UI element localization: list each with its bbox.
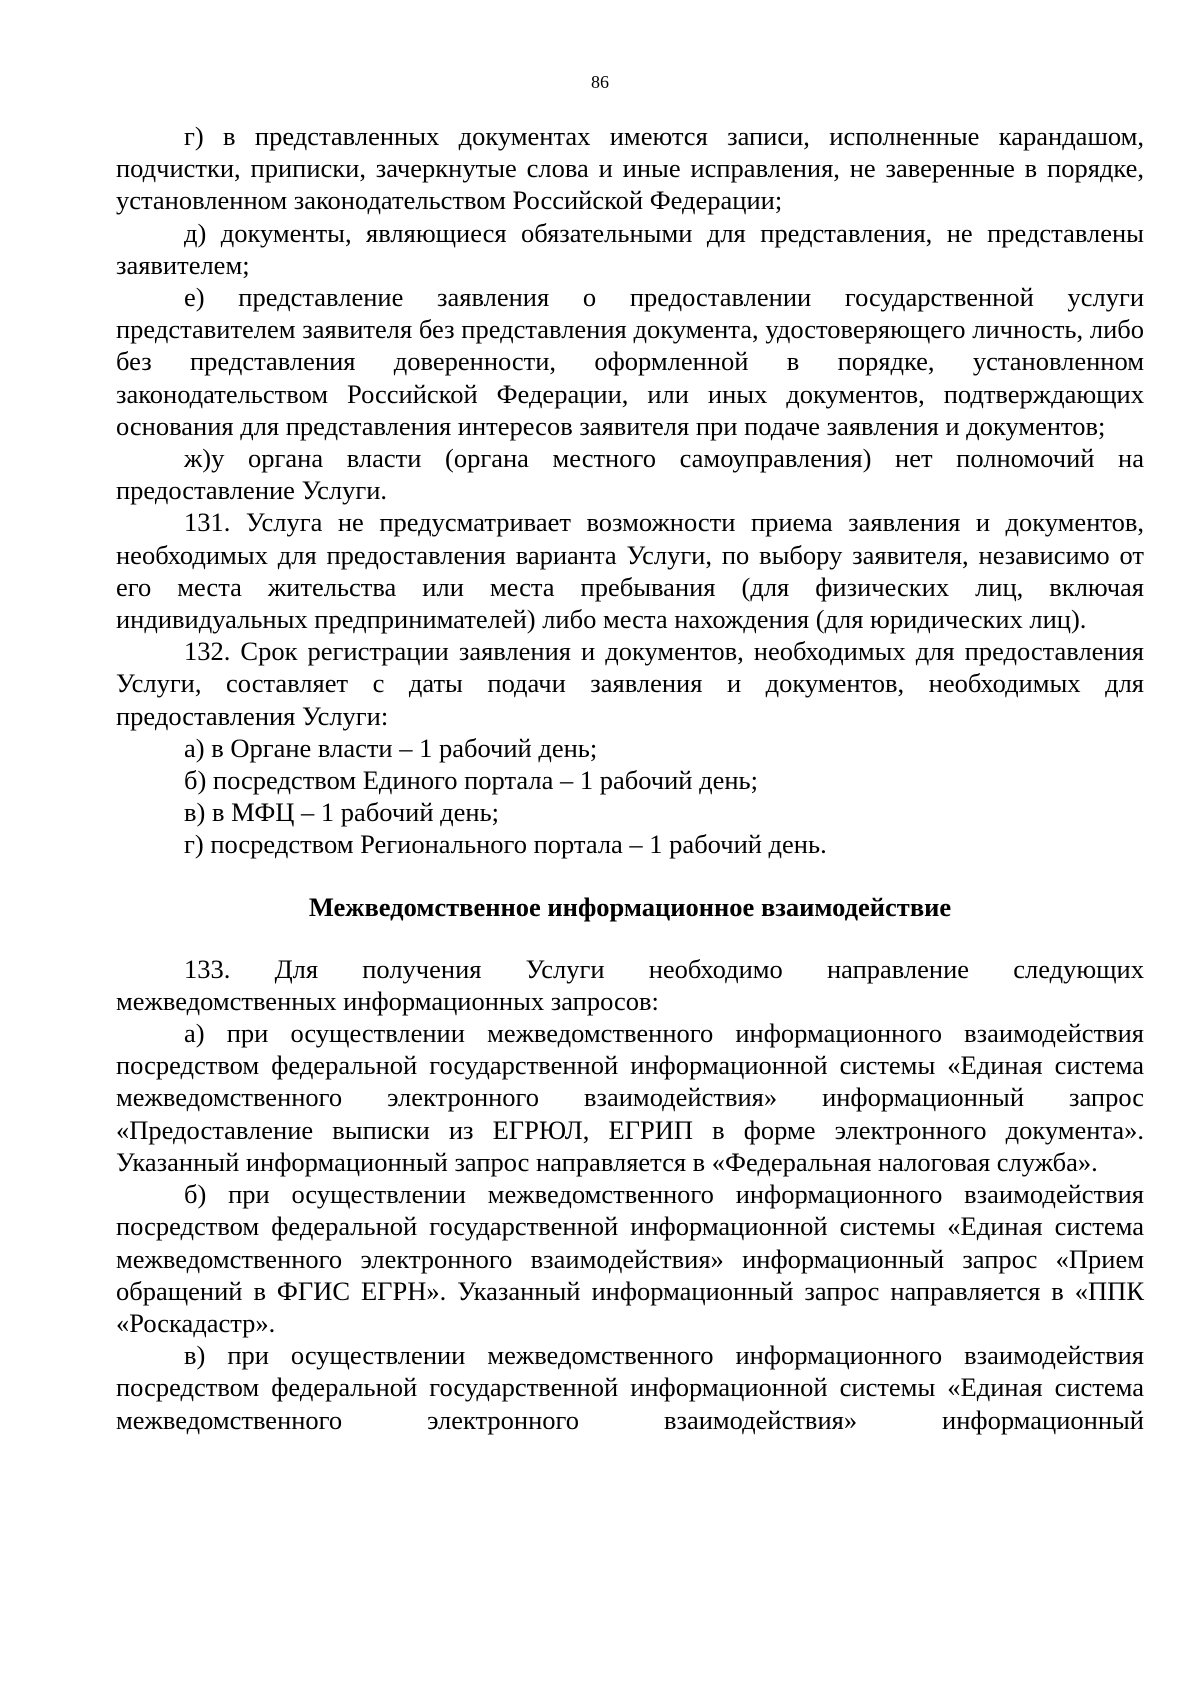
list-item-a: а) в Органе власти – 1 рабочий день; bbox=[184, 732, 598, 763]
request-item-b: б) при осуществлении межведомственного информационного взаимодействия посредством федеральной государственной информационной системы «Единая система межведомственного электронного взаимодействия» информационный запрос «Прием обращений в ФГИС ЕГРН». Указанный информационный запрос направляется в «ППК «Роскадастр». bbox=[116, 1179, 1144, 1338]
section-heading: Межведомственное информационное взаимодействие bbox=[308, 891, 952, 922]
request-item-v: в) при осуществлении межведомственного информационного взаимодействия посредством федеральной государственной информационной системы «Единая система межведомственного электронного взаимодействия» информационный bbox=[116, 1340, 1144, 1435]
list-item-b: б) посредством Единого портала – 1 рабочий день; bbox=[184, 765, 758, 796]
request-item-a: а) при осуществлении межведомственного информационного взаимодействия посредством федеральной государственной информационной системы «Единая система межведомственного электронного взаимодействия» информационный запрос «Предоставление выписки из ЕГРЮЛ, ЕГРИП в форме электронного документа». Указанный информационный запрос направляется в «Федеральная налоговая служба». bbox=[116, 1018, 1144, 1177]
paragraph-zh: ж)у органа власти (органа местного самоуправления) нет полномочий на предоставление Услуги. bbox=[116, 443, 1144, 506]
paragraph-d: д) документы, являющиеся обязательными для представления, не представлены заявителем; bbox=[116, 217, 1144, 280]
list-item-v: в) в МФЦ – 1 рабочий день; bbox=[184, 797, 500, 828]
list-item-g: г) посредством Регионального портала – 1 рабочий день. bbox=[184, 829, 827, 860]
paragraph-132: 132. Срок регистрации заявления и документов, необходимых для предоставления Услуги, составляет с даты подачи заявления и документов, необходимых для предоставления Услуги: bbox=[116, 636, 1144, 731]
document-body bbox=[116, 120, 1144, 1436]
page-number: 86 bbox=[591, 72, 609, 92]
paragraph-133: 133. Для получения Услуги необходимо направление следующих межведомственных информационных запросов: bbox=[116, 953, 1144, 1016]
paragraph-131: 131. Услуга не предусматривает возможности приема заявления и документов, необходимых для предоставления варианта Услуги, по выбору заявителя, независимо от его места жительства или места пребывания (для физических лиц, включая индивидуальных предпринимателей) либо места нахождения (для юридических лиц). bbox=[116, 507, 1144, 635]
paragraph-e: е) представление заявления о предоставлении государственной услуги представителем заявителя без представления документа, удостоверяющего личность, либо без представления доверенности, оформленной в порядке, установленном законодательством Российской Федерации, или иных документов, подтверждающих основания для представления интересов заявителя при подаче заявления и документов; bbox=[116, 282, 1144, 441]
paragraph-g: г) в представленных документах имеются записи, исполненные карандашом, подчистки, приписки, зачеркнутые слова и иные исправления, не заверенные в порядке, установленном законодательством Российской Федерации; bbox=[116, 121, 1144, 216]
